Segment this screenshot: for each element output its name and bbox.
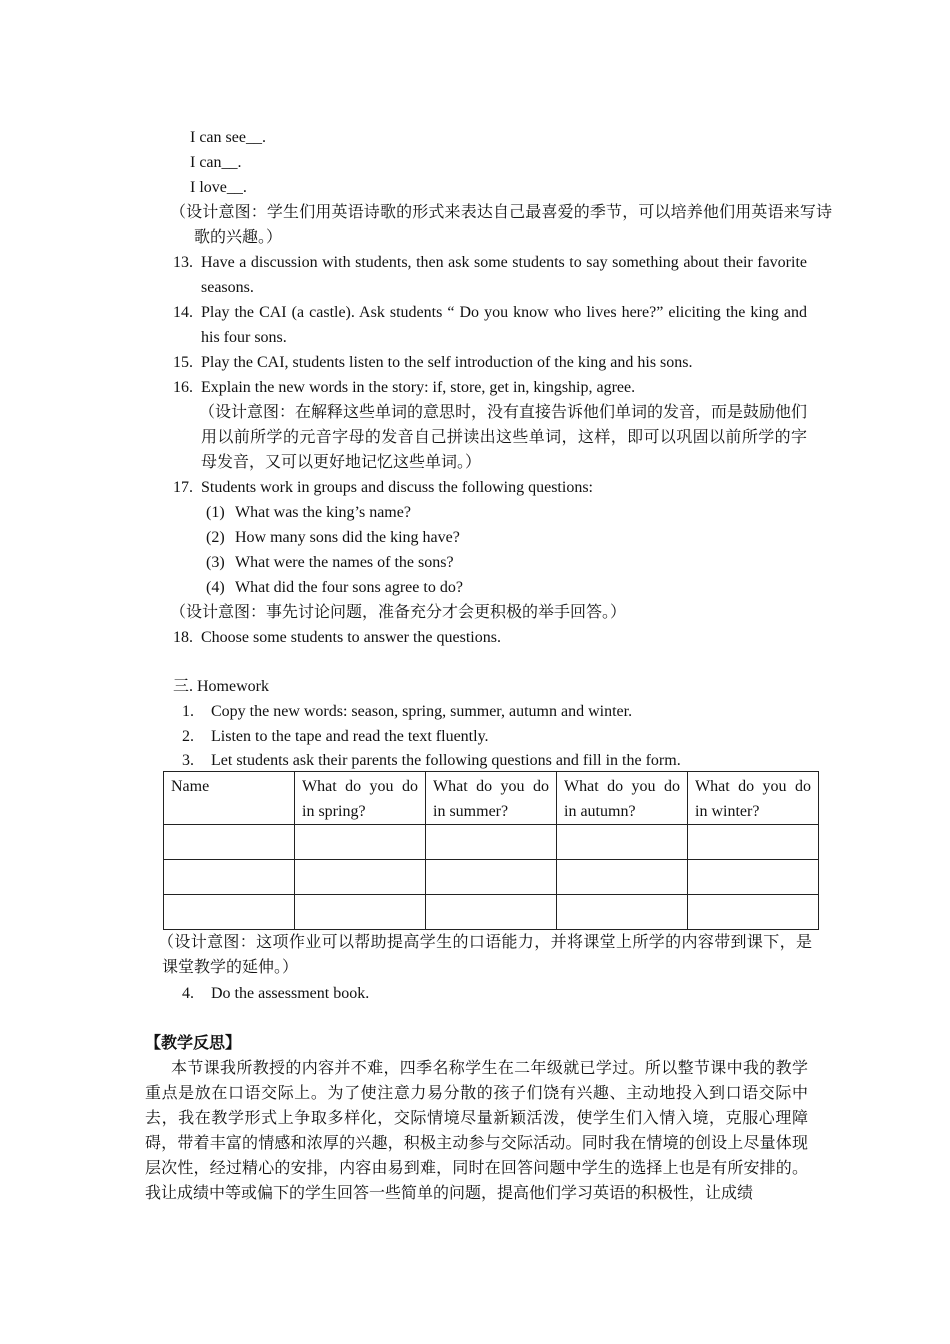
table-cell — [164, 825, 295, 860]
poem-line-1: I can see__. — [190, 129, 266, 146]
step-number: 18. — [173, 629, 193, 646]
step-text: Explain the new words in the story: if, store, get in, kingship, agree. — [201, 379, 636, 396]
column-header-winter: What do you do in winter? — [688, 772, 819, 825]
design-note-discussion: （设计意图：事先讨论问题，准备充分才会更积极的举手回答。） — [170, 604, 627, 621]
question-text: What did the four sons agree to do? — [235, 579, 463, 596]
table-row — [164, 825, 819, 860]
column-header-summer: What do you do in summer? — [426, 772, 557, 825]
table-row — [164, 895, 819, 930]
step-text: Students work in groups and discuss the following questions: — [201, 479, 593, 496]
table-cell — [557, 895, 688, 930]
step-number: 17. — [173, 479, 193, 496]
table-cell — [557, 825, 688, 860]
homework-text: Copy the new words: season, spring, summer, autumn and winter. — [211, 703, 633, 720]
reflection-body: 本节课我所教授的内容并不难，四季名称学生在二年级就已学过。所以整节课中我的教学重点是放在口语交际上。为了使注意力易分散的孩子们饶有兴趣、主动地投入到口语交际中去，我在教学形式上争取多样化，交际情境尽量新颖活泼，使学生们入情入境，克服心理障碍，带着丰富的情感和浓厚的兴趣，积极主动参与交际活动。同时我在情境的创设上尽量体现层次性，经过精心的安排，内容由易到难，同时在回答问题中学生的选择上也是有所安排的。我让成绩中等或偏下的学生回答一些简单的问题，提高他们学习英语的积极性，让成绩 — [145, 1060, 808, 1202]
homework-text: Listen to the tape and read the text fluently. — [211, 728, 489, 745]
table-cell — [688, 860, 819, 895]
table-cell — [688, 825, 819, 860]
table-cell — [164, 895, 295, 930]
step-text: Play the CAI, students listen to the self introduction of the king and his sons. — [201, 354, 693, 371]
reflection-heading: 【教学反思】 — [145, 1035, 242, 1052]
question-text: How many sons did the king have? — [235, 529, 460, 546]
step-number: 15. — [173, 354, 193, 371]
poem-line-2: I can__. — [190, 154, 242, 171]
table-cell — [426, 860, 557, 895]
question-text: What was the king’s name? — [235, 504, 411, 521]
homework-number: 2. — [182, 728, 194, 745]
homework-text: Let students ask their parents the following questions and fill in the form. — [211, 752, 681, 769]
step-number: 14. — [173, 304, 193, 321]
table-cell — [295, 860, 426, 895]
homework-heading: 三. Homework — [173, 678, 269, 695]
step-text: Have a discussion with students, then ask some students to say something about their favorite seasons. — [201, 254, 807, 296]
table-cell — [295, 825, 426, 860]
table-cell — [557, 860, 688, 895]
table-cell — [295, 895, 426, 930]
table-row — [164, 860, 819, 895]
step-number: 13. — [173, 254, 193, 271]
column-header-autumn: What do you do in autumn? — [557, 772, 688, 825]
homework-form-table — [163, 771, 819, 930]
step-text: Play the CAI (a castle). Ask students “ Do you know who lives here?” eliciting the king and his four sons. — [201, 304, 807, 346]
column-header-spring: What do you do in spring? — [295, 772, 426, 825]
table-cell — [426, 825, 557, 860]
table-cell — [164, 860, 295, 895]
question-number: (2) — [206, 529, 225, 546]
question-number: (1) — [206, 504, 225, 521]
question-number: (3) — [206, 554, 225, 571]
step-text: Choose some students to answer the questions. — [201, 629, 501, 646]
homework-number: 1. — [182, 703, 194, 720]
question-number: (4) — [206, 579, 225, 596]
column-header-name: Name — [164, 772, 295, 825]
table-header-row — [164, 772, 819, 825]
homework-text: Do the assessment book. — [211, 985, 370, 1002]
poem-line-3: I love__. — [190, 179, 247, 196]
design-note-poem: （设计意图：学生们用英语诗歌的形式来表达自己最喜爱的季节，可以培养他们用英语来写诗歌的兴趣。） — [170, 204, 832, 246]
design-note-words: （设计意图：在解释这些单词的意思时，没有直接告诉他们单词的发音，而是鼓励他们用以前所学的元音字母的发音自己拼读出这些单词，这样，即可以巩固以前所学的字母发音，又可以更好地记忆这些单词。） — [199, 404, 808, 471]
question-text: What were the names of the sons? — [235, 554, 454, 571]
table-cell — [426, 895, 557, 930]
homework-number: 4. — [182, 985, 194, 1002]
design-note-homework: （设计意图：这项作业可以帮助提高学生的口语能力，并将课堂上所学的内容带到课下，是课堂教学的延伸。） — [158, 934, 812, 976]
homework-number: 3. — [182, 752, 194, 769]
table-cell — [688, 895, 819, 930]
step-number: 16. — [173, 379, 193, 396]
